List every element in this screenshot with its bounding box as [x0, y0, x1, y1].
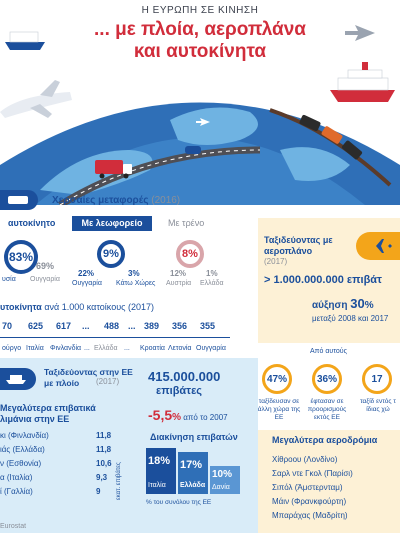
airplane-icon — [0, 80, 72, 118]
bus-a-label: Ουγγαρία — [72, 280, 102, 287]
air-passengers: > 1.000.000.000 επιβάτ — [264, 274, 382, 286]
plane-badge-icon — [356, 232, 400, 260]
car-value: 625 — [28, 321, 44, 331]
ports-unit: εκατ. επιβάτες — [116, 462, 122, 500]
air-share-circle: 47% — [262, 364, 292, 394]
car-icon — [185, 146, 201, 154]
movement-title: Διακίνηση επιβατών — [150, 432, 238, 442]
movement-value: 18% — [148, 455, 171, 467]
tab-car[interactable]: αυτοκίνητο — [8, 218, 56, 228]
port-name: α (Ιταλία) — [0, 473, 33, 482]
car-value: 356 — [172, 321, 188, 331]
sea-change: -5,5% από το 2007 — [148, 407, 228, 423]
land-tabs — [0, 216, 250, 231]
car-value: 617 — [56, 321, 72, 331]
air-growth: αύξηση 30% — [312, 296, 374, 311]
airport-name: Χίθροου (Λονδίνο) — [272, 455, 338, 464]
sea-passengers-label: επιβάτες — [156, 385, 203, 397]
sea-title: Ταξιδεύοντας στην ΕΕ με πλοίο — [44, 367, 133, 388]
airport-name: Σαρλ ντε Γκολ (Παρίσι) — [272, 469, 353, 478]
ports-title-line1: Μεγαλύτερα επιβατικά — [0, 403, 96, 413]
car-value: 355 — [200, 321, 216, 331]
airport-name: Μάιν (Φρανκφούρτη) — [272, 497, 347, 506]
train-share-circle: 8% — [176, 240, 204, 268]
port-name: ί (Γαλλία) — [0, 487, 33, 496]
car-country: Ελλάδα — [94, 345, 118, 352]
air-share-circle: 17 — [362, 364, 392, 394]
car-value: ... — [128, 321, 136, 331]
airport-name: Μπαράχας (Μαδρίτη) — [272, 511, 348, 520]
car-value: ... — [82, 321, 90, 331]
ports-list — [0, 432, 130, 522]
land-title-bar-icon — [0, 190, 38, 210]
port-name: ιάς (Ελλάδα) — [0, 445, 45, 454]
air-title: Ταξιδεύοντας με αεροπλάνο — [264, 235, 333, 256]
movement-value: 10% — [212, 469, 233, 480]
tab-bus[interactable]: Με λεωφορείο — [72, 216, 152, 231]
cars-per-1000-title: υτοκίνητα ανά 1.000 κατοίκους (2017) — [0, 302, 154, 312]
car-second-label: Ουγγαρία — [30, 276, 60, 283]
port-value: 11,8 — [96, 445, 112, 454]
source: Eurostat — [0, 523, 27, 530]
page-title-line2: και αυτοκίνητα — [133, 41, 267, 62]
sea-year: (2017) — [96, 377, 120, 386]
movement-label: Ιταλία — [148, 482, 166, 489]
train-a-label: Αυστρία — [166, 280, 192, 287]
bus-a-value: 22% — [78, 269, 95, 278]
car-country: Ιταλία — [26, 345, 44, 352]
cars-axis-line — [0, 337, 230, 338]
ports-title-line2: λιμάνια στην ΕΕ — [0, 414, 70, 424]
movement-label: Δανία — [212, 484, 230, 491]
port-value: 11,8 — [96, 431, 112, 440]
car-country: Λετονία — [168, 345, 192, 352]
cruise-ship-icon — [330, 62, 395, 102]
port-value: 10,6 — [96, 459, 112, 468]
car-country: Ουγγαρία — [196, 345, 226, 352]
air-growth-range: μεταξύ 2008 και 2017 — [312, 314, 389, 323]
bus-b-value: 3% — [128, 269, 140, 278]
bus-share-circle: 9% — [97, 240, 125, 268]
airport-name: Σιπόλ (Άμστερνταμ) — [272, 483, 343, 492]
airports-title: Μεγαλύτερα αεροδρόμια — [272, 435, 378, 445]
land-title: Χερσαίες μεταφορές (2016) — [52, 195, 181, 206]
movement-label: Ελλάδα — [180, 482, 206, 489]
train-a-value: 12% — [170, 269, 187, 278]
car-main-label: υσία — [2, 276, 16, 283]
page-title-line1: ... με πλοία, αεροπλάνα — [94, 19, 306, 40]
movement-bars — [140, 448, 258, 518]
car-value: 70 — [2, 321, 13, 331]
movement-value: 17% — [180, 459, 203, 471]
airports-list — [272, 456, 400, 526]
car-value: 389 — [144, 321, 160, 331]
cars-values-row — [0, 322, 260, 334]
car-country: Φινλανδία — [50, 345, 82, 352]
ship-badge-icon — [0, 368, 36, 390]
air-share-label: ταξίδ εντός τ ίδιας χώ — [360, 398, 396, 413]
air-from-these: Από αυτούς — [310, 348, 347, 355]
train-b-value: 1% — [206, 269, 218, 278]
kicker: Η ΕΥΡΩΠΗ ΣΕ ΚΙΝΗΣΗ — [141, 5, 259, 16]
port-value: 9 — [96, 487, 101, 496]
car-country: Κροατία — [140, 345, 165, 352]
cars-countries-row — [0, 345, 260, 355]
bus-b-label: Κάτω Χώρες — [116, 280, 156, 287]
car-country: ... — [124, 345, 130, 352]
air-share-label: έφτασαν σε προορισμούς εκτός ΕΕ — [307, 398, 347, 421]
air-year: (2017) — [264, 257, 288, 266]
port-name: κι (Φινλανδία) — [0, 431, 49, 440]
air-share-circle: 36% — [312, 364, 342, 394]
car-country: ούργο — [2, 345, 22, 352]
car-share-circle: 83% — [4, 240, 38, 274]
car-second-value: 69% — [36, 261, 55, 271]
air-share-label: ταξίδευσαν σε άλλη χώρα της ΕΕ — [257, 398, 301, 421]
sea-passengers: 415.000.000 — [148, 369, 221, 384]
tab-train[interactable]: Με τρένο — [168, 218, 205, 228]
port-value: 9,3 — [96, 473, 108, 482]
car-value: 488 — [104, 321, 120, 331]
train-b-label: Ελλάδα — [200, 280, 224, 287]
car-country: ... — [84, 345, 90, 352]
movement-note: % του συνόλου της ΕΕ — [146, 499, 212, 506]
port-name: ν (Εσθονία) — [0, 459, 42, 468]
